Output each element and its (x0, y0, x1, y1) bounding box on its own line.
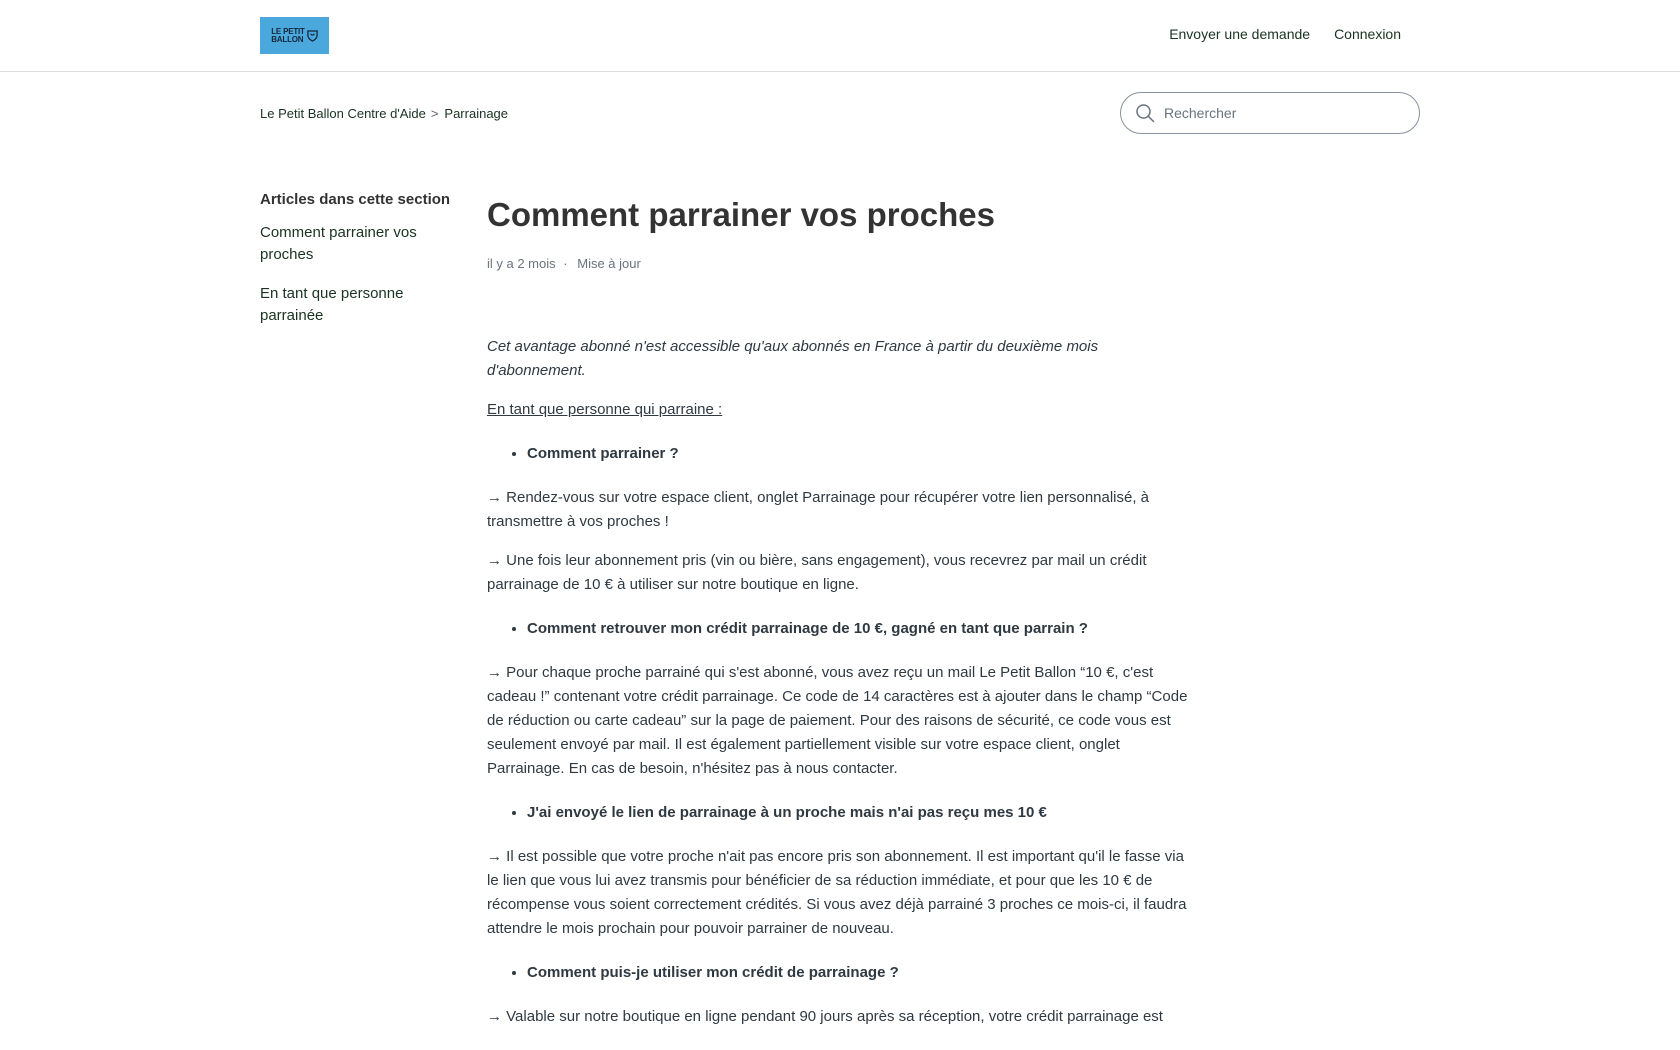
sidebar-item-comment-parrainer[interactable]: Comment parrainer vos proches (260, 224, 417, 263)
question-list (527, 442, 1190, 466)
article-meta (487, 256, 1190, 271)
answer-paragraph: → Une fois leur abonnement pris (vin ou bière, sans engagement), vous recevrez par mail un crédit parrainage de 10 € à utiliser sur notre boutique en ligne. (487, 552, 1147, 593)
breadcrumb-home[interactable]: Le Petit Ballon Centre d'Aide (260, 106, 426, 121)
site-header (0, 0, 1680, 72)
sign-in-link[interactable]: Connexion (1334, 26, 1401, 42)
article-updated: Mise à jour (577, 256, 641, 271)
logo-link[interactable] (260, 17, 329, 54)
answer-paragraph: → Rendez-vous sur votre espace client, onglet Parrainage pour récupérer votre lien personnalisé, à transmettre à vos proches ! (487, 489, 1150, 530)
section-heading: En tant que personne qui parraine : (487, 401, 723, 418)
question-heading: • J'ai envoyé le lien de parrainage à un proche mais n'ai pas reçu mes 10 € (527, 801, 1190, 825)
search-box[interactable] (1120, 92, 1420, 134)
header-nav (1169, 26, 1401, 42)
sidebar-list (260, 222, 460, 327)
intro-paragraph: Cet avantage abonné n'est accessible qu'aux abonnés en France à partir du deuxième mois d'abonnement. (487, 338, 1099, 379)
question-heading: • Comment puis-je utiliser mon crédit de parrainage ? (527, 961, 1190, 985)
sidebar-item-personne-parrainee[interactable]: En tant que personne parrainée (260, 285, 404, 324)
meta-separator: · (563, 256, 568, 271)
answer-paragraph: → Pour chaque proche parrainé qui s'est abonné, vous avez reçu un mail Le Petit Ballon “10 €, c'est cadeau !” contenant votre crédit parrainage. Ce code de 14 caractères est à ajouter dans le champ “Code de réduction ou carte cadeau” sur la page de paiement. Pour des raisons de sécurité, ce code vous est seulement envoyé par mail. Il est également partiellement visible sur votre espace client, onglet Parrainage. En cas de besoin, n'hésitez pas à nous contacter. (487, 664, 1188, 777)
breadcrumb-separator: > (430, 106, 439, 121)
article-sidebar (260, 191, 460, 344)
article-title: Comment parrainer vos proches (487, 196, 995, 233)
submit-request-link[interactable]: Envoyer une demande (1169, 26, 1311, 42)
sidebar-title: Articles dans cette section (260, 191, 451, 208)
breadcrumb (260, 106, 508, 121)
question-list (527, 617, 1190, 641)
glass-shield-icon (307, 30, 318, 42)
search-input[interactable] (1164, 105, 1404, 121)
breadcrumb-parrainage[interactable]: Parrainage (444, 106, 509, 121)
logo-text-line1: LE PETIT (271, 26, 305, 36)
article (487, 172, 1190, 1044)
sub-nav (0, 72, 1680, 172)
logo-text-line2: BALLON (271, 34, 304, 44)
question-heading: • Comment retrouver mon crédit parrainage de 10 €, gagné en tant que parrain ? (527, 617, 1190, 641)
question-list (527, 961, 1190, 985)
logo (271, 28, 305, 44)
question-heading: • Comment parrainer ? (527, 442, 1190, 466)
question-list (527, 801, 1190, 825)
search-icon (1135, 103, 1155, 123)
article-date: il y a 2 mois (487, 256, 556, 271)
answer-paragraph: → Il est possible que votre proche n'ait pas encore pris son abonnement. Il est important qu'il le fasse via le lien que vous lui avez transmis pour bénéficier de sa réduction immédiate, et pour que les 10 € de récompense vous soient correctement crédités. Si vous avez déjà parrainé 3 proches ce mois-ci, il faudra attendre le mois prochain pour pouvoir parrainer de nouveau. (487, 848, 1187, 937)
article-body (487, 335, 1190, 1029)
answer-paragraph: → Valable sur notre boutique en ligne pendant 90 jours après sa réception, votre crédit parrainage est (487, 1008, 1163, 1025)
